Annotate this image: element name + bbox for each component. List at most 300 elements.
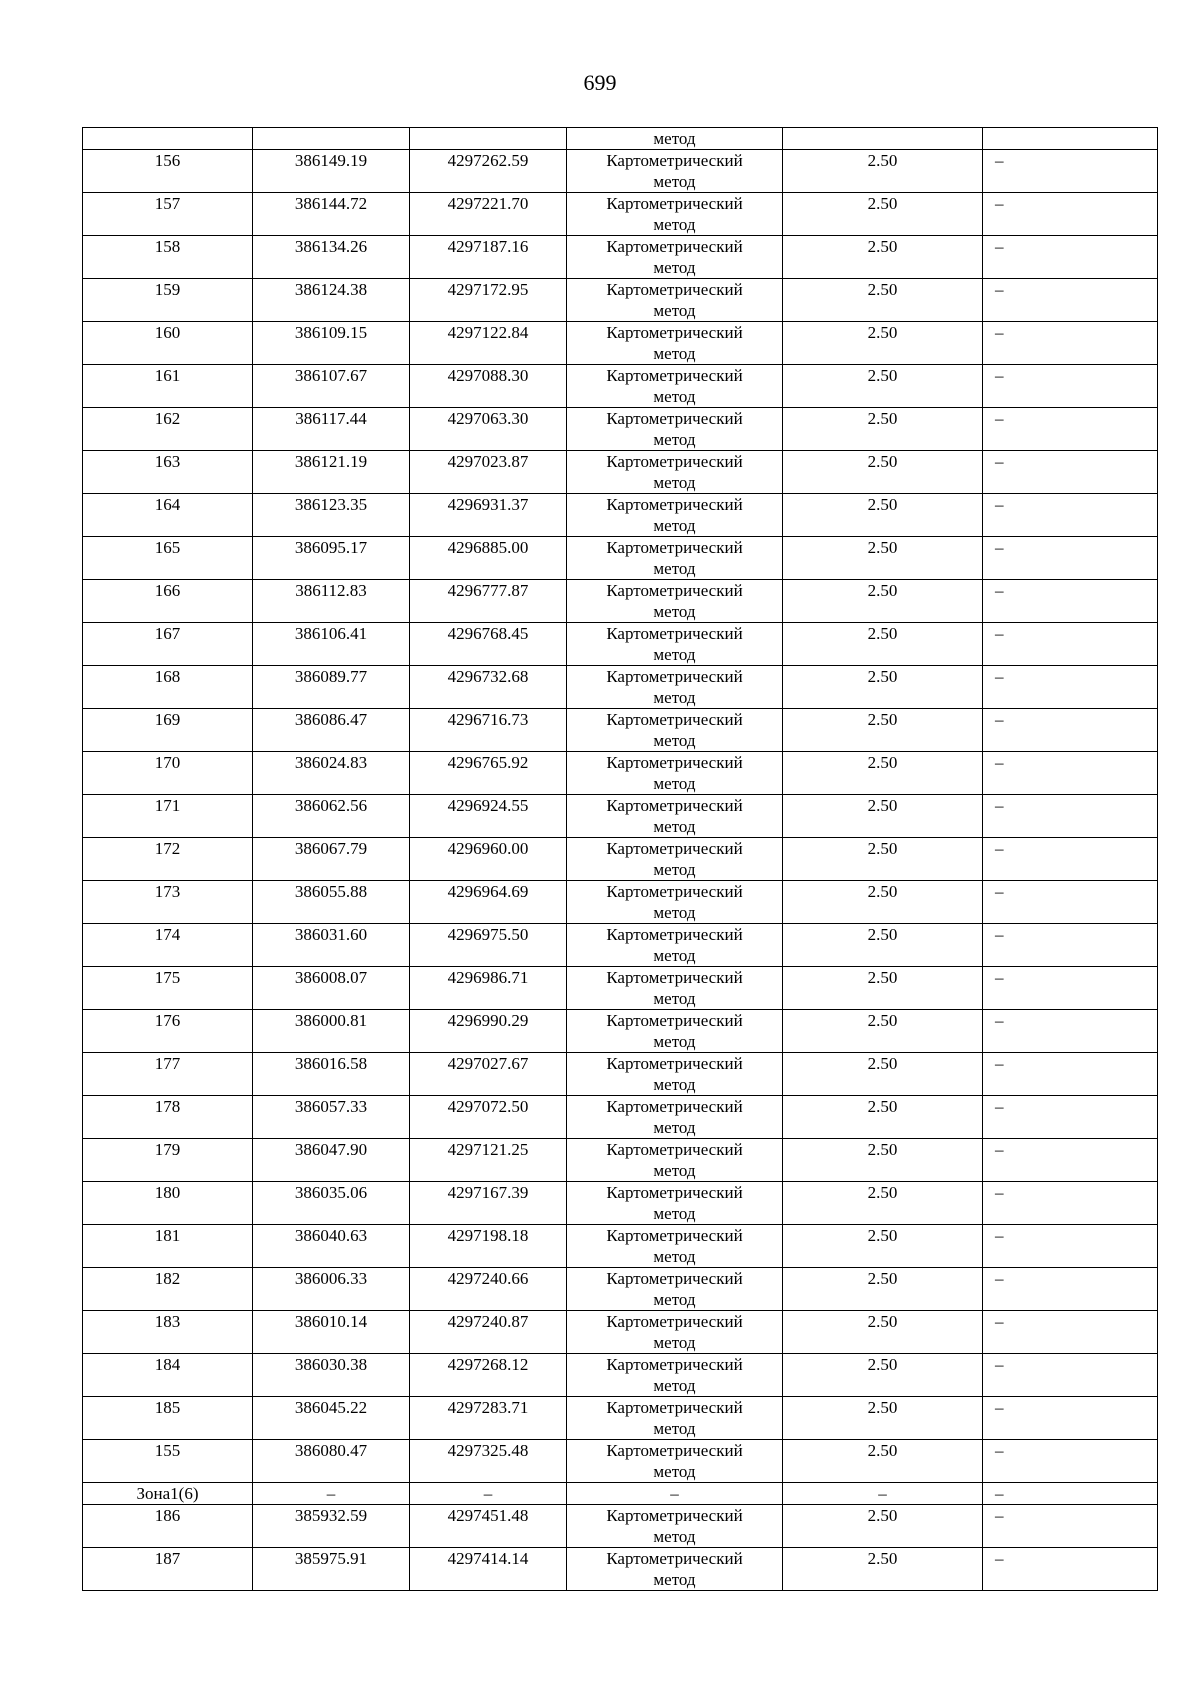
cell-method (567, 1096, 783, 1139)
cell-accuracy: – (783, 1483, 983, 1505)
cell-accuracy: 2.50 (783, 365, 983, 408)
cell-method (567, 1268, 783, 1311)
cell-method: – (567, 1483, 783, 1505)
cell-point-number: 167 (83, 623, 253, 666)
method-line-1: Картометрический (606, 624, 743, 643)
cell-method (567, 494, 783, 537)
cell-method (567, 838, 783, 881)
cell-description: – (983, 150, 1158, 193)
cell-point-number: 158 (83, 236, 253, 279)
cell-y: 4297268.12 (410, 1354, 567, 1397)
cell-method (567, 1440, 783, 1483)
cell-point-number: 175 (83, 967, 253, 1010)
cell-point-number: 165 (83, 537, 253, 580)
table-row (83, 150, 1158, 193)
cell-point-number: 159 (83, 279, 253, 322)
method-line-2: метод (653, 946, 696, 965)
table-row (83, 451, 1158, 494)
cell-description: – (983, 1354, 1158, 1397)
cell-x: 386106.41 (253, 623, 410, 666)
cell-description: – (983, 1483, 1158, 1505)
cell-x: 386149.19 (253, 150, 410, 193)
cell-point-number: 155 (83, 1440, 253, 1483)
cell-point-number: 178 (83, 1096, 253, 1139)
cell-y: 4296990.29 (410, 1010, 567, 1053)
table-row (83, 666, 1158, 709)
table-row (83, 408, 1158, 451)
method-line-2: метод (653, 688, 696, 707)
cell-point-number: 157 (83, 193, 253, 236)
cell-accuracy: 2.50 (783, 967, 983, 1010)
cell-method (567, 1505, 783, 1548)
cell-y: 4297187.16 (410, 236, 567, 279)
method-line-2: метод (653, 559, 696, 578)
cell-accuracy: 2.50 (783, 1182, 983, 1225)
cell-description: – (983, 795, 1158, 838)
method-line-1: Картометрический (606, 1226, 743, 1245)
cell-accuracy: 2.50 (783, 1397, 983, 1440)
cell-accuracy: 2.50 (783, 1505, 983, 1548)
cell-y: 4296732.68 (410, 666, 567, 709)
method-line-2: метод (653, 387, 696, 406)
cell-method (567, 1053, 783, 1096)
method-line-1: Картометрический (606, 409, 743, 428)
method-line-1: Картометрический (606, 1269, 743, 1288)
cell-description: – (983, 1548, 1158, 1591)
cell-x: 386016.58 (253, 1053, 410, 1096)
cell-point-number: 169 (83, 709, 253, 752)
cell-description (983, 128, 1158, 150)
method-line-2: метод (653, 602, 696, 621)
table-row (83, 1010, 1158, 1053)
cell-y: 4296975.50 (410, 924, 567, 967)
cell-description: – (983, 1268, 1158, 1311)
cell-y: 4297122.84 (410, 322, 567, 365)
cell-point-number: 161 (83, 365, 253, 408)
method-line-2: метод (653, 1032, 696, 1051)
cell-x: 386010.14 (253, 1311, 410, 1354)
cell-point-number (83, 128, 253, 150)
cell-method (567, 451, 783, 494)
method-line-2: метод (653, 1333, 696, 1352)
table-row (83, 1354, 1158, 1397)
cell-description: – (983, 666, 1158, 709)
cell-y: 4297088.30 (410, 365, 567, 408)
cell-description: – (983, 580, 1158, 623)
table-row (83, 236, 1158, 279)
table-row (83, 580, 1158, 623)
method-line-2: метод (653, 301, 696, 320)
table-row (83, 1139, 1158, 1182)
table-body (83, 128, 1158, 1591)
cell-accuracy: 2.50 (783, 1311, 983, 1354)
method-line-2: метод (653, 774, 696, 793)
cell-method (567, 193, 783, 236)
cell-description: – (983, 1311, 1158, 1354)
cell-accuracy: 2.50 (783, 1139, 983, 1182)
cell-method (567, 236, 783, 279)
cell-x: 386008.07 (253, 967, 410, 1010)
table-row (83, 1053, 1158, 1096)
cell-accuracy: 2.50 (783, 1354, 983, 1397)
cell-method (567, 279, 783, 322)
cell-x: 386040.63 (253, 1225, 410, 1268)
cell-description: – (983, 752, 1158, 795)
method-line-1: Картометрический (606, 1398, 743, 1417)
cell-description: – (983, 1505, 1158, 1548)
table-row (83, 1311, 1158, 1354)
cell-accuracy: 2.50 (783, 408, 983, 451)
method-line-1: Картометрический (606, 753, 743, 772)
cell-description: – (983, 193, 1158, 236)
cell-x: 386121.19 (253, 451, 410, 494)
cell-x: 386109.15 (253, 322, 410, 365)
cell-description: – (983, 967, 1158, 1010)
cell-method (567, 1182, 783, 1225)
cell-accuracy: 2.50 (783, 666, 983, 709)
method-line-2: метод (653, 903, 696, 922)
cell-description: – (983, 924, 1158, 967)
cell-description: – (983, 1053, 1158, 1096)
cell-x: 386080.47 (253, 1440, 410, 1483)
cell-method (567, 967, 783, 1010)
cell-description: – (983, 1182, 1158, 1225)
method-line-2: метод (653, 1247, 696, 1266)
cell-x: 385975.91 (253, 1548, 410, 1591)
method-line-1: Картометрический (606, 968, 743, 987)
cell-y: 4296765.92 (410, 752, 567, 795)
cell-accuracy: 2.50 (783, 838, 983, 881)
table-row (83, 1225, 1158, 1268)
cell-x: 386045.22 (253, 1397, 410, 1440)
method-line-2: метод (653, 1161, 696, 1180)
method-line-2: метод (653, 1419, 696, 1438)
cell-accuracy: 2.50 (783, 1096, 983, 1139)
cell-x: 386134.26 (253, 236, 410, 279)
cell-accuracy: 2.50 (783, 494, 983, 537)
cell-y: 4296986.71 (410, 967, 567, 1010)
cell-description: – (983, 279, 1158, 322)
method-line-1: Картометрический (606, 495, 743, 514)
cell-accuracy (783, 128, 983, 150)
cell-y: 4296931.37 (410, 494, 567, 537)
cell-description: – (983, 537, 1158, 580)
coordinates-table (82, 127, 1158, 1591)
cell-accuracy: 2.50 (783, 709, 983, 752)
cell-point-number: 170 (83, 752, 253, 795)
cell-x: 386089.77 (253, 666, 410, 709)
table-row (83, 365, 1158, 408)
cell-x: 386062.56 (253, 795, 410, 838)
cell-accuracy: 2.50 (783, 924, 983, 967)
cell-description: – (983, 623, 1158, 666)
continuation-row (83, 128, 1158, 150)
table-row (83, 881, 1158, 924)
cell-description: – (983, 1440, 1158, 1483)
cell-y: 4297414.14 (410, 1548, 567, 1591)
method-line-1: Картометрический (606, 1054, 743, 1073)
cell-x: 386035.06 (253, 1182, 410, 1225)
cell-point-number: 173 (83, 881, 253, 924)
cell-accuracy: 2.50 (783, 1225, 983, 1268)
method-line-2: метод (653, 215, 696, 234)
table-row (83, 924, 1158, 967)
method-line-1: Картометрический (606, 237, 743, 256)
method-line-2: метод (653, 430, 696, 449)
cell-description: – (983, 1397, 1158, 1440)
cell-y: 4297121.25 (410, 1139, 567, 1182)
cell-method (567, 623, 783, 666)
method-line-1: Картометрический (606, 882, 743, 901)
cell-y: 4297167.39 (410, 1182, 567, 1225)
method-line-1: Картометрический (606, 925, 743, 944)
method-line-2: метод (653, 473, 696, 492)
cell-point-number: 156 (83, 150, 253, 193)
cell-method (567, 1397, 783, 1440)
cell-point-number: 163 (83, 451, 253, 494)
cell-description: – (983, 408, 1158, 451)
cell-y: 4296768.45 (410, 623, 567, 666)
cell-method (567, 1225, 783, 1268)
zone-row (83, 1483, 1158, 1505)
cell-point-number: 164 (83, 494, 253, 537)
cell-x: 386112.83 (253, 580, 410, 623)
cell-accuracy: 2.50 (783, 623, 983, 666)
cell-point-number: 184 (83, 1354, 253, 1397)
cell-y: 4297027.67 (410, 1053, 567, 1096)
method-line-1: Картометрический (606, 538, 743, 557)
cell-description: – (983, 322, 1158, 365)
method-line-2: метод (653, 172, 696, 191)
cell-accuracy: 2.50 (783, 279, 983, 322)
cell-x: 386124.38 (253, 279, 410, 322)
cell-x: 386024.83 (253, 752, 410, 795)
cell-y: – (410, 1483, 567, 1505)
method-line-2: метод (653, 258, 696, 277)
cell-method (567, 537, 783, 580)
cell-method (567, 365, 783, 408)
cell-x: 386030.38 (253, 1354, 410, 1397)
page-number: 699 (583, 70, 617, 95)
cell-x: 386057.33 (253, 1096, 410, 1139)
cell-y: 4297240.87 (410, 1311, 567, 1354)
cell-x: 386086.47 (253, 709, 410, 752)
method-line-1: Картометрический (606, 1140, 743, 1159)
method-line-1: Картометрический (606, 667, 743, 686)
method-line-2: метод (653, 516, 696, 535)
cell-point-number: 179 (83, 1139, 253, 1182)
cell-description: – (983, 236, 1158, 279)
table-row (83, 795, 1158, 838)
method-line-1: Картометрический (606, 1097, 743, 1116)
cell-x: 386095.17 (253, 537, 410, 580)
table-row (83, 1397, 1158, 1440)
cell-method (567, 752, 783, 795)
table-row (83, 1505, 1158, 1548)
cell-x: 386006.33 (253, 1268, 410, 1311)
cell-accuracy: 2.50 (783, 193, 983, 236)
cell-point-number: 181 (83, 1225, 253, 1268)
cell-y: 4296885.00 (410, 537, 567, 580)
cell-method (567, 1139, 783, 1182)
method-line-2: метод (653, 1527, 696, 1546)
method-line-2: метод (653, 989, 696, 1008)
cell-y: 4297451.48 (410, 1505, 567, 1548)
cell-point-number: 162 (83, 408, 253, 451)
method-line-1: Картометрический (606, 1549, 743, 1568)
cell-y: 4296777.87 (410, 580, 567, 623)
method-line-1: Картометрический (606, 1011, 743, 1030)
cell-accuracy: 2.50 (783, 1268, 983, 1311)
method-line-1: Картометрический (606, 366, 743, 385)
cell-method (567, 150, 783, 193)
table-row (83, 1548, 1158, 1591)
table-row (83, 967, 1158, 1010)
cell-point-number: 177 (83, 1053, 253, 1096)
cell-point-number: 187 (83, 1548, 253, 1591)
cell-x: 386067.79 (253, 838, 410, 881)
method-line-2: метод (653, 1075, 696, 1094)
cell-y: 4297262.59 (410, 150, 567, 193)
cell-point-number: 182 (83, 1268, 253, 1311)
cell-method (567, 1354, 783, 1397)
cell-point-number: 160 (83, 322, 253, 365)
method-line-1: Картометрический (606, 280, 743, 299)
method-line-1: Картометрический (606, 323, 743, 342)
cell-description: – (983, 709, 1158, 752)
method-line-1: Картометрический (606, 1441, 743, 1460)
cell-accuracy: 2.50 (783, 1440, 983, 1483)
cell-description: – (983, 1010, 1158, 1053)
cell-x: 386107.67 (253, 365, 410, 408)
cell-description: – (983, 838, 1158, 881)
cell-method (567, 924, 783, 967)
cell-accuracy: 2.50 (783, 322, 983, 365)
table-row (83, 623, 1158, 666)
cell-x: 386000.81 (253, 1010, 410, 1053)
cell-method (567, 1548, 783, 1591)
cell-x: – (253, 1483, 410, 1505)
cell-accuracy: 2.50 (783, 795, 983, 838)
method-line-2: метод (653, 1570, 696, 1589)
cell-y: 4297240.66 (410, 1268, 567, 1311)
cell-point-number: 186 (83, 1505, 253, 1548)
cell-method (567, 408, 783, 451)
zone-label: Зона1(6) (83, 1483, 253, 1505)
cell-description: – (983, 881, 1158, 924)
cell-description: – (983, 1096, 1158, 1139)
method-line-1: Картометрический (606, 151, 743, 170)
cell-y: 4297325.48 (410, 1440, 567, 1483)
method-line-2: метод (653, 731, 696, 750)
cell-point-number: 185 (83, 1397, 253, 1440)
cell-x: 386144.72 (253, 193, 410, 236)
cell-x (253, 128, 410, 150)
cell-description: – (983, 494, 1158, 537)
method-line-1: Картометрический (606, 1355, 743, 1374)
table-row (83, 1440, 1158, 1483)
method-line-2: метод (653, 1462, 696, 1481)
table-row (83, 494, 1158, 537)
cell-x: 385932.59 (253, 1505, 410, 1548)
cell-accuracy: 2.50 (783, 1053, 983, 1096)
cell-x: 386055.88 (253, 881, 410, 924)
cell-accuracy: 2.50 (783, 451, 983, 494)
method-line-2: метод (653, 344, 696, 363)
cell-accuracy: 2.50 (783, 580, 983, 623)
cell-method (567, 881, 783, 924)
cell-y: 4297172.95 (410, 279, 567, 322)
table-row (83, 1096, 1158, 1139)
cell-y: 4297063.30 (410, 408, 567, 451)
method-line-1: Картометрический (606, 796, 743, 815)
cell-y: 4296964.69 (410, 881, 567, 924)
cell-accuracy: 2.50 (783, 1010, 983, 1053)
table-row (83, 709, 1158, 752)
cell-point-number: 166 (83, 580, 253, 623)
cell-description: – (983, 1225, 1158, 1268)
table-row (83, 537, 1158, 580)
table-row (83, 322, 1158, 365)
cell-method (567, 709, 783, 752)
method-line-1: Картометрический (606, 452, 743, 471)
cell-method (567, 666, 783, 709)
cell-method (567, 322, 783, 365)
cell-y: 4296924.55 (410, 795, 567, 838)
cell-accuracy: 2.50 (783, 881, 983, 924)
method-line-2: метод (653, 860, 696, 879)
method-line-2: метод (653, 817, 696, 836)
method-line-1: Картометрический (606, 1506, 743, 1525)
cell-y: 4297198.18 (410, 1225, 567, 1268)
method-line-2: метод (653, 645, 696, 664)
cell-point-number: 176 (83, 1010, 253, 1053)
table-row (83, 193, 1158, 236)
method-line-2: метод (653, 1204, 696, 1223)
table-row (83, 752, 1158, 795)
cell-accuracy: 2.50 (783, 1548, 983, 1591)
cell-y: 4297283.71 (410, 1397, 567, 1440)
method-line-1: Картометрический (606, 839, 743, 858)
cell-point-number: 180 (83, 1182, 253, 1225)
method-line-1: Картометрический (606, 581, 743, 600)
cell-y: 4296960.00 (410, 838, 567, 881)
method-line-1: Картометрический (606, 1312, 743, 1331)
cell-point-number: 171 (83, 795, 253, 838)
cell-point-number: 168 (83, 666, 253, 709)
cell-point-number: 183 (83, 1311, 253, 1354)
table-row (83, 1268, 1158, 1311)
cell-description: – (983, 451, 1158, 494)
method-line-1: Картометрический (606, 194, 743, 213)
cell-accuracy: 2.50 (783, 537, 983, 580)
cell-method: метод (567, 128, 783, 150)
cell-x: 386117.44 (253, 408, 410, 451)
cell-x: 386047.90 (253, 1139, 410, 1182)
cell-method (567, 580, 783, 623)
cell-method (567, 1010, 783, 1053)
cell-y: 4296716.73 (410, 709, 567, 752)
cell-description: – (983, 1139, 1158, 1182)
method-line-2: метод (653, 1290, 696, 1309)
cell-accuracy: 2.50 (783, 236, 983, 279)
table-row (83, 1182, 1158, 1225)
cell-y: 4297023.87 (410, 451, 567, 494)
cell-x: 386123.35 (253, 494, 410, 537)
cell-y (410, 128, 567, 150)
method-line-1: Картометрический (606, 710, 743, 729)
method-line-2: метод (653, 1376, 696, 1395)
